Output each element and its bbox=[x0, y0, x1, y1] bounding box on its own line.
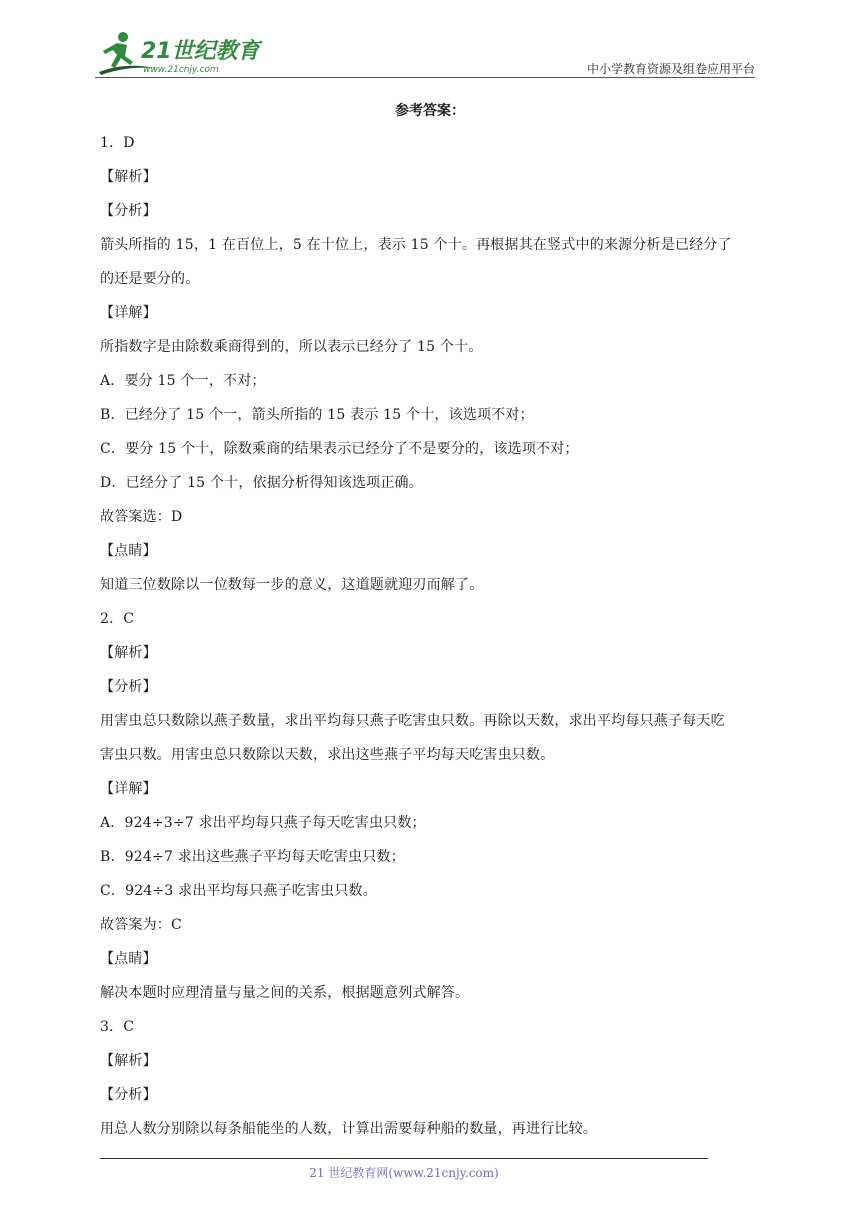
text-line: A．924÷3÷7 求出平均每只燕子每天吃害虫只数； bbox=[100, 815, 426, 831]
text-line: 害虫只数。用害虫总只数除以天数，求出这些燕子平均每天吃害虫只数。 bbox=[100, 747, 555, 763]
answer-content bbox=[100, 126, 770, 1146]
text-line: 用总人数分别除以每条船能坐的人数，计算出需要每种船的数量，再进行比较。 bbox=[100, 1121, 597, 1137]
text-line: 【解析】 bbox=[100, 1053, 157, 1069]
page-title: 参考答案： bbox=[395, 103, 465, 119]
text-line: 【点睛】 bbox=[100, 951, 157, 967]
text-line: 箭头所指的 15，1 在百位上，5 在十位上，表示 15 个十。再根据其在竖式中的来源分析是已经分了 bbox=[100, 237, 732, 253]
text-line: 解决本题时应理清量与量之间的关系，根据题意列式解答。 bbox=[100, 985, 470, 1001]
text-line: 故答案为：C bbox=[100, 917, 182, 933]
text-line: 【解析】 bbox=[100, 645, 157, 661]
text-line: 知道三位数除以一位数每一步的意义，这道题就迎刃而解了。 bbox=[100, 577, 484, 593]
text-line: C．要分 15 个十，除数乘商的结果表示已经分了不是要分的，该选项不对； bbox=[100, 441, 579, 457]
text-line: 【解析】 bbox=[100, 169, 157, 185]
text-line: 【详解】 bbox=[100, 781, 157, 797]
text-line: 的还是要分的。 bbox=[100, 271, 200, 287]
text-line: C．924÷3 求出平均每只燕子吃害虫只数。 bbox=[100, 883, 377, 899]
text-line: 【详解】 bbox=[100, 305, 157, 321]
page-footer: 21 世纪教育网(www.21cnjy.com) bbox=[309, 1166, 499, 1180]
header-platform-text: 中小学教育资源及组卷应用平台 bbox=[586, 62, 755, 76]
header-divider bbox=[95, 77, 755, 78]
text-line: 【分析】 bbox=[100, 1087, 157, 1103]
text-line: 2．C bbox=[100, 611, 135, 627]
text-line: 1．D bbox=[100, 135, 135, 151]
text-line: A．要分 15 个一，不对； bbox=[100, 373, 266, 389]
text-line: 故答案选：D bbox=[100, 509, 183, 525]
text-line: 3．C bbox=[100, 1019, 135, 1035]
page-header bbox=[95, 28, 755, 80]
footer-divider bbox=[100, 1158, 708, 1159]
logo-url: www.21cnjy.com bbox=[143, 65, 219, 75]
text-line: 【分析】 bbox=[100, 679, 157, 695]
text-line: B．924÷7 求出这些燕子平均每天吃害虫只数； bbox=[100, 849, 405, 865]
text-line: B．已经分了 15 个一，箭头所指的 15 表示 15 个十，该选项不对； bbox=[100, 407, 534, 423]
text-line: 【分析】 bbox=[100, 203, 157, 219]
text-line: D．已经分了 15 个十，依据分析得知该选项正确。 bbox=[100, 475, 423, 491]
logo-text: 21世纪教育 bbox=[141, 39, 260, 64]
text-line: 所指数字是由除数乘商得到的，所以表示已经分了 15 个十。 bbox=[100, 339, 483, 355]
site-logo bbox=[95, 28, 265, 78]
text-line: 【点睛】 bbox=[100, 543, 157, 559]
text-line: 用害虫总只数除以燕子数量，求出平均每只燕子吃害虫只数。再除以天数，求出平均每只燕子每天吃 bbox=[100, 713, 725, 729]
